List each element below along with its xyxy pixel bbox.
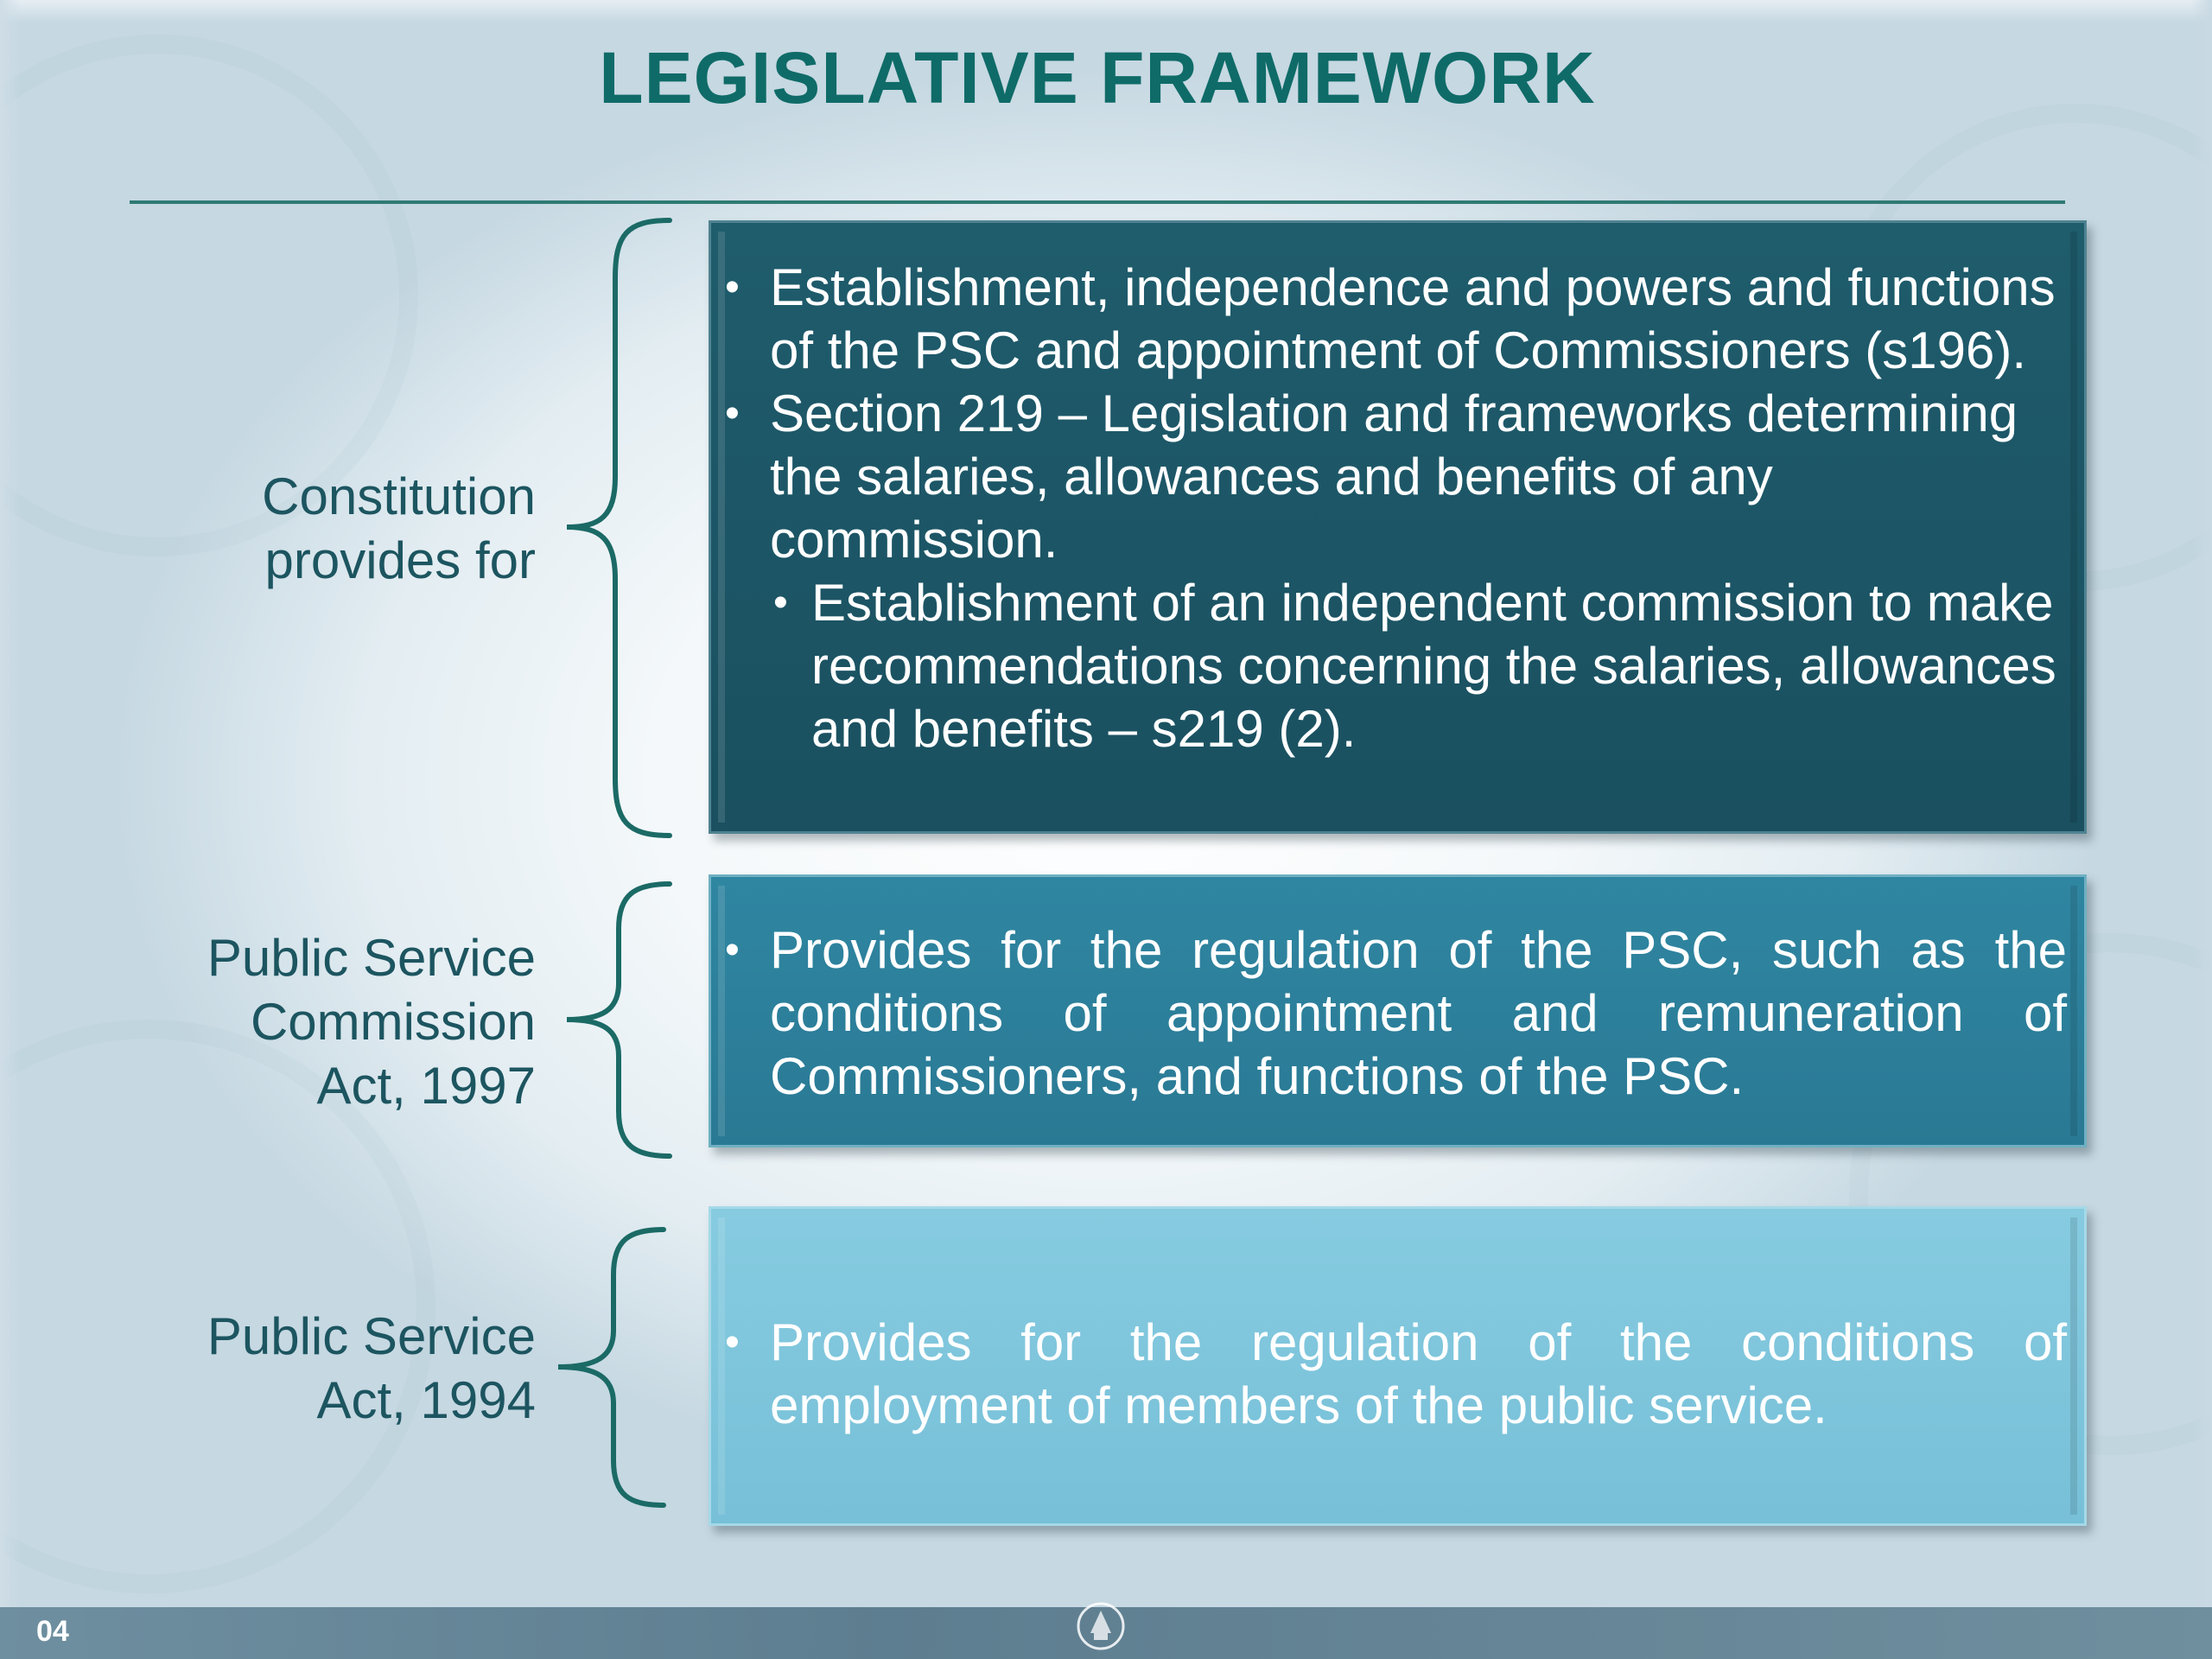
constitution-content-box: [709, 220, 2087, 834]
page-number: 04: [36, 1615, 69, 1648]
row-label-psc-act: [207, 926, 536, 1118]
right-frame-edge: [2191, 0, 2212, 1607]
left-frame-edge: [0, 0, 21, 1607]
psc-act-content-box: [709, 874, 2087, 1147]
top-fade: [0, 0, 2212, 22]
title-divider: [130, 200, 2065, 204]
row-label-line: provides for: [264, 531, 536, 589]
ps-act-content-box: [709, 1206, 2087, 1526]
row-label-line: Commission: [250, 993, 536, 1051]
bullet-item: • Section 219 – Legislation and frameworks determining the salaries, allowances and benefits of any commission.: [770, 382, 2067, 571]
row-label-line: Public Service: [207, 1307, 536, 1365]
row-label-ps-act: [207, 1305, 536, 1433]
row-label-line: Act, 1997: [316, 1057, 536, 1115]
slide-title: LEGISLATIVE FRAMEWORK: [599, 37, 1596, 118]
curly-brace-icon: [562, 881, 674, 1160]
row-label-line: Act, 1994: [316, 1371, 536, 1429]
curly-brace-icon: [562, 218, 674, 838]
row-label-line: Public Service: [207, 929, 536, 987]
sub-bullet-item: • Establishment of an independent commission to make recommendations concerning the salaries, allowances and benefits – s219 (2).: [811, 571, 2067, 760]
bullet-item: • Provides for the regulation of the conditions of employment of members of the public service.: [770, 1311, 2067, 1437]
bullet-item: • Provides for the regulation of the PSC, such as the conditions of appointment and remuneration of Commissioners, and functions of the PSC.: [770, 918, 2067, 1108]
row-label-line: Constitution: [262, 467, 536, 525]
row-label-constitution: [262, 465, 536, 593]
curly-brace-icon: [553, 1227, 674, 1509]
coat-of-arms-icon: [1073, 1599, 1128, 1654]
bullet-item: • Establishment, independence and powers and functions of the PSC and appointment of Commissioners (s196).: [770, 256, 2067, 382]
